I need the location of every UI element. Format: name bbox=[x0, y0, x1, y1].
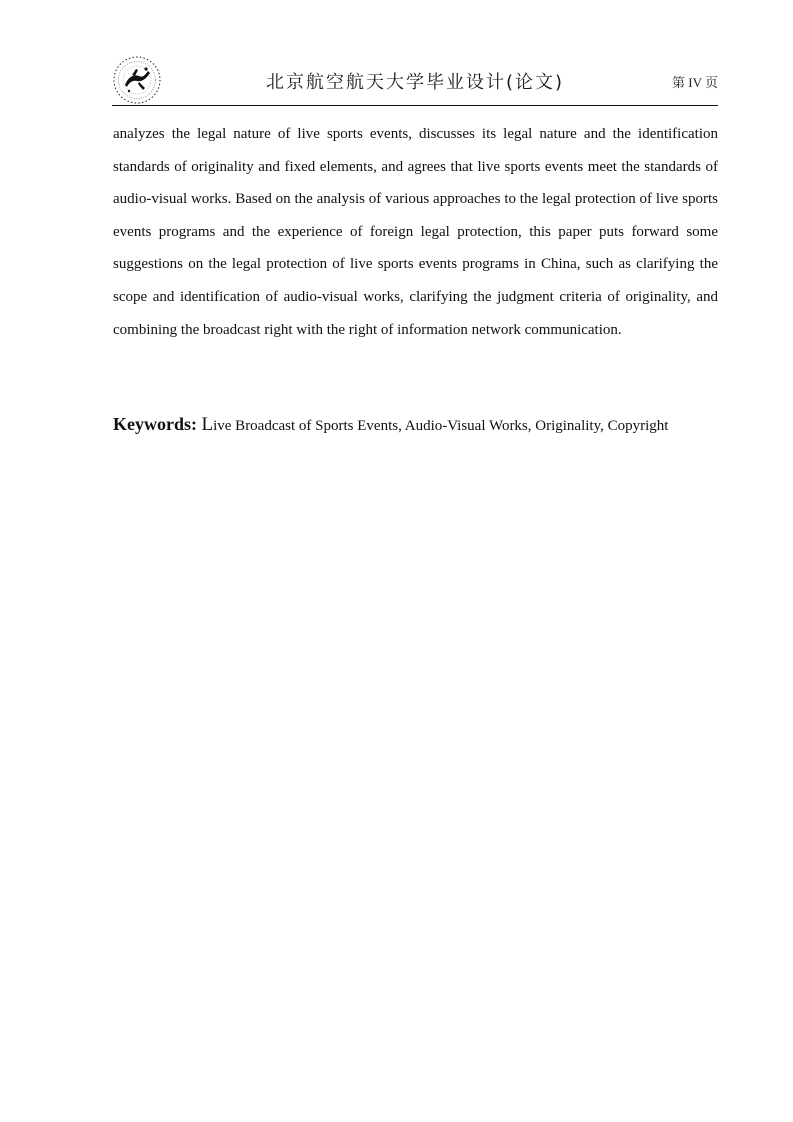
keywords-list: ive Broadcast of Sports Events, Audio-Visual Works, Originality, Copyright bbox=[213, 418, 669, 434]
abstract-paragraph: analyzes the legal nature of live sports events, discusses its legal nature and the identification standards of originality and fixed elements, and agrees that live sports events meet the standards of audio-visual works. Based on the analysis of various approaches to the legal protection of live sports events programs and the experience of foreign legal protection, this paper puts forward some suggestions on the legal protection of live sports events programs in China, such as clarifying the scope and identification of audio-visual works, clarifying the judgment criteria of originality, and combining the broadcast right with the right of information network communication. bbox=[113, 126, 718, 338]
page-header bbox=[112, 52, 718, 106]
document-title: 北京航空航天大学毕业设计(论文) bbox=[265, 72, 565, 93]
keywords-initial: L bbox=[201, 414, 214, 435]
header-divider bbox=[112, 105, 718, 106]
keywords-line bbox=[113, 410, 753, 440]
keywords-label: Keywords: bbox=[113, 414, 202, 434]
page-number: 第 IV 页 bbox=[672, 75, 718, 90]
